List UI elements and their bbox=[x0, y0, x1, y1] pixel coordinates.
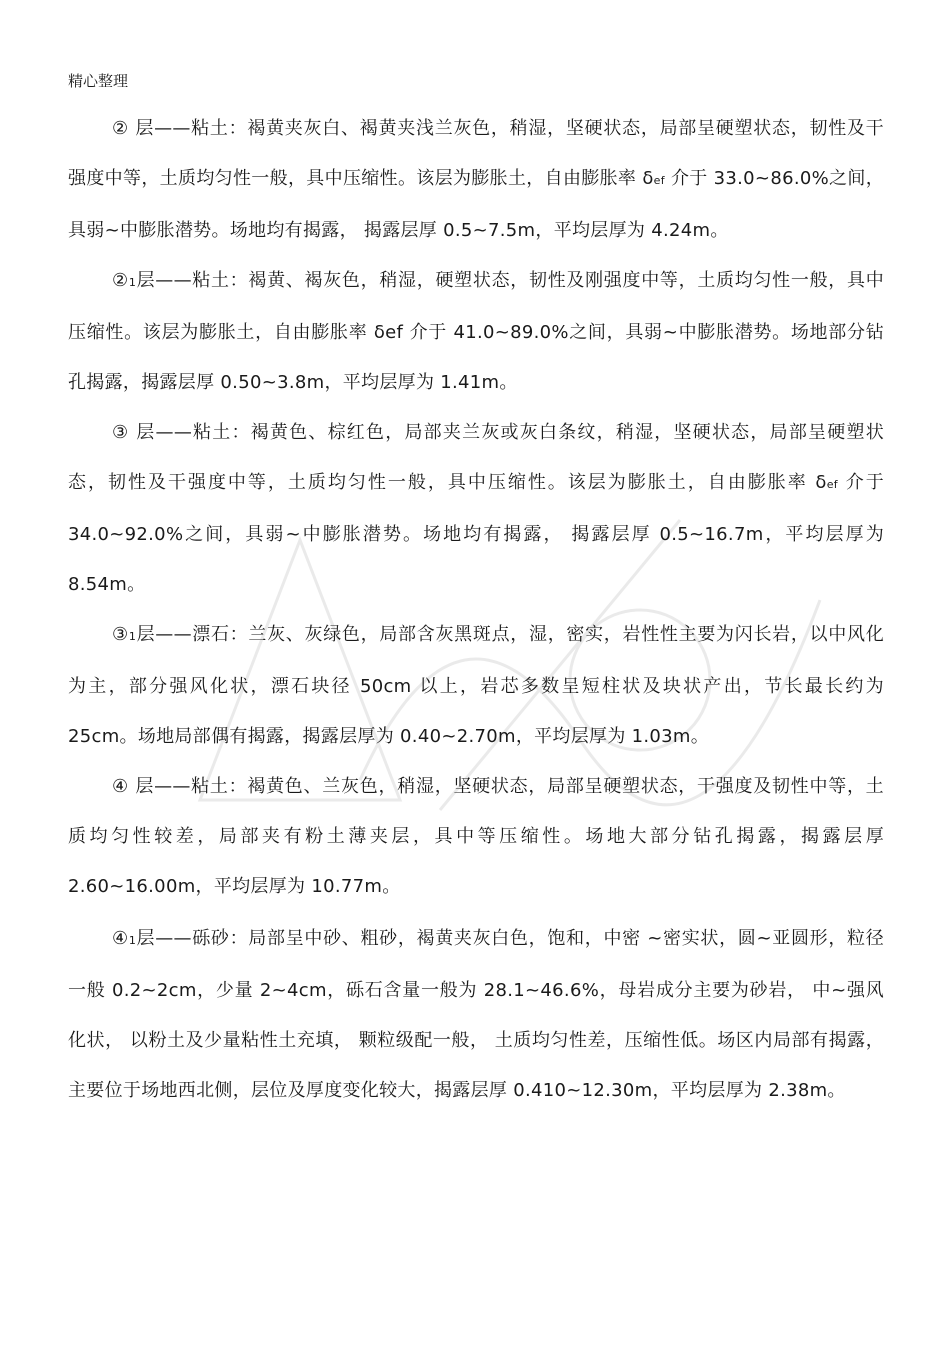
paragraph-layer-3: ③ 层——粘土：褐黄色、棕红色，局部夹兰灰或灰白条纹，稍湿，坚硬状态，局部呈硬塑状态，韧性及干强度中等，土质均匀性一般，具中压缩性。该层为膨胀土，自由膨胀率 δef 介于 34.0~92.0%之间，具弱~中膨胀潜势。场地均有揭露， 揭露层厚 0.5~16.7m，平均层厚为 8.54m。 bbox=[68, 422, 884, 595]
document-body bbox=[68, 104, 884, 1116]
paragraph-layer-4: ④ 层——粘土：褐黄色、兰灰色，稍湿，坚硬状态，局部呈硬塑状态，干强度及韧性中等，土质均匀性较差，局部夹有粉土薄夹层，具中等压缩性。场地大部分钻孔揭露，揭露层厚 2.60~16.00m，平均层厚为 10.77m。 bbox=[68, 776, 884, 897]
page-header: 精心整理 bbox=[68, 72, 129, 90]
paragraph-layer-2-1: ②1层——粘土：褐黄、褐灰色，稍湿，硬塑状态，韧性及刚强度中等，土质均匀性一般，具中压缩性。该层为膨胀土，自由膨胀率 δef 介于 41.0~89.0%之间，具弱~中膨胀潜势。场地部分钻孔揭露，揭露层厚 0.50~3.8m，平均层厚为 1.41m。 bbox=[68, 270, 884, 393]
paragraph-layer-4-1: ④1层——砾砂：局部呈中砂、粗砂，褐黄夹灰白色，饱和，中密 ~密实状，圆~亚圆形，粒径一般 0.2~2cm，少量 2~4cm，砾石含量一般为 28.1~46.6%，母岩成分主要为砂岩， 中~强风化状， 以粉土及少量粘性土充填， 颗粒级配一般， 土质均匀性差，压缩性低。场区内局部有揭露，主要位于场地西北侧，层位及厚度变化较大，揭露层厚 0.410~12.30m，平均层厚为 2.38m。 bbox=[68, 928, 885, 1101]
paragraph-layer-3-1: ③1层——漂石：兰灰、灰绿色，局部含灰黑斑点，湿，密实，岩性性主要为闪长岩，以中风化为主，部分强风化状，漂石块径 50cm 以上，岩芯多数呈短柱状及块状产出，节长最长约为 25cm。场地局部偶有揭露，揭露层厚为 0.40~2.70m，平均层厚为 1.03m。 bbox=[68, 624, 884, 747]
paragraph-layer-2: ② 层——粘土：褐黄夹灰白、褐黄夹浅兰灰色，稍湿，坚硬状态，局部呈硬塑状态，韧性及干强度中等，土质均匀性一般，具中压缩性。该层为膨胀土，自由膨胀率 δef 介于 33.0~86.0%之间，具弱~中膨胀潜势。场地均有揭露， 揭露层厚 0.5~7.5m，平均层厚为 4.24m。 bbox=[68, 118, 884, 241]
